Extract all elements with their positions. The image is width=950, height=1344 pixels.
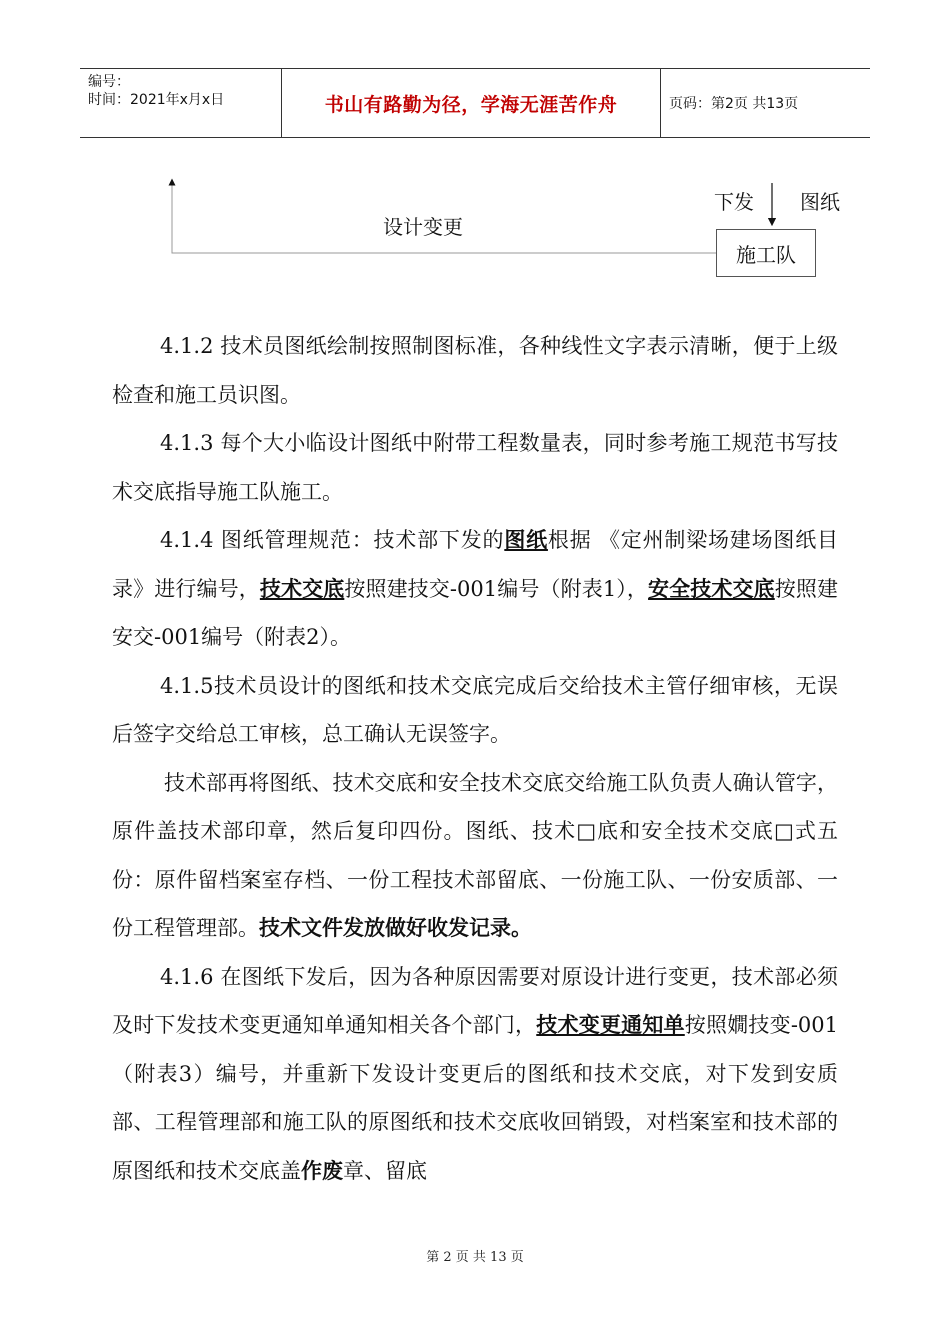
paragraph-4-1-2: 4.1.2 技术员图纸绘制按照制图标准，各种线性文字表示清晰，便于上级检查和施工员识图。: [112, 334, 838, 407]
text-segment: 按照建安交-001编号（附表2）。: [112, 576, 839, 649]
doc-number-label: 编号：: [88, 74, 130, 90]
text-segment: 根据 《定州制梁场建场图纸目录》进行编号，: [112, 528, 838, 601]
term-drawings: 图纸: [504, 527, 548, 552]
term-change-notice: 技术变更通知单: [536, 1012, 685, 1037]
text-segment: 式五份：原件留档案室存档、一份工程技术部留底、一份施工队、一份安质部、一份工程管理部。: [112, 819, 839, 940]
paragraph-distribution: [112, 759, 838, 953]
text-segment: 按照嫺技变-001（附表3）编号，并重新下发设计变更后的图纸和技术交底，对下发到安质部、工程管理部和施工队的原图纸和技术交底收回销毁，对档案室和技术部的原图纸和技术交底盖: [112, 1013, 839, 1183]
emphasis-record: 技术文件发放做好收发记录。: [259, 915, 532, 940]
text-segment: 技术部再将图纸、技术交底和安全技术交底交给施工队负责人确认管字，原件盖技术部印章，然后复印四份。图纸、技术: [112, 770, 838, 843]
missing-glyph: □: [576, 819, 598, 843]
drawings-label: 图纸: [800, 190, 840, 214]
text-segment: 4.1.6 在图纸下发后，因为各种原因需要对原设计进行变更，技术部必须及时下发技术变更通知单通知相关各个部门，: [112, 964, 838, 1037]
paragraph-4-1-5: 4.1.5技术员设计的图纸和技术交底完成后交给技术主管仔细审核，无误后签字交给总工审核，总工确认无误签字。: [112, 673, 838, 746]
date-label: 时间：2021年x月x日: [88, 92, 225, 108]
header-motto: 书山有路勤为径，学海无涯苦作舟: [282, 69, 661, 137]
paragraph-4-1-6: [112, 953, 838, 1196]
construction-team-box: [716, 229, 816, 277]
term-technical-disclosure: 技术交底: [259, 575, 345, 601]
term-safety-technical-disclosure: 安全技术交底: [648, 575, 775, 601]
body-text: [112, 322, 838, 1195]
header-meta: [80, 69, 282, 137]
construction-team-label: 施工队: [736, 242, 796, 267]
header-page-label: 页码：第2页 共13页: [669, 96, 799, 112]
page-footer: 第 2 页 共 13 页: [426, 1250, 524, 1265]
paragraph-4-1-4: [112, 516, 838, 662]
text-segment: 底和安全技术交底: [597, 819, 774, 843]
page-header: [80, 68, 870, 138]
text-segment: 按照建技交-001编号（附表1），: [344, 576, 649, 601]
paragraph-4-1-3: 4.1.3 每个大小临设计图纸中附带工程数量表，同时参考施工规范书写技术交底指导施工队施工。: [112, 431, 838, 504]
issue-label: 下发: [714, 190, 754, 214]
missing-glyph: □: [773, 819, 795, 843]
term-void: 作废: [301, 1157, 343, 1183]
text-segment: 章、留底: [343, 1158, 427, 1183]
text-segment: 4.1.4 图纸管理规范：技术部下发的: [160, 528, 505, 552]
design-change-label: 设计变更: [383, 215, 463, 239]
